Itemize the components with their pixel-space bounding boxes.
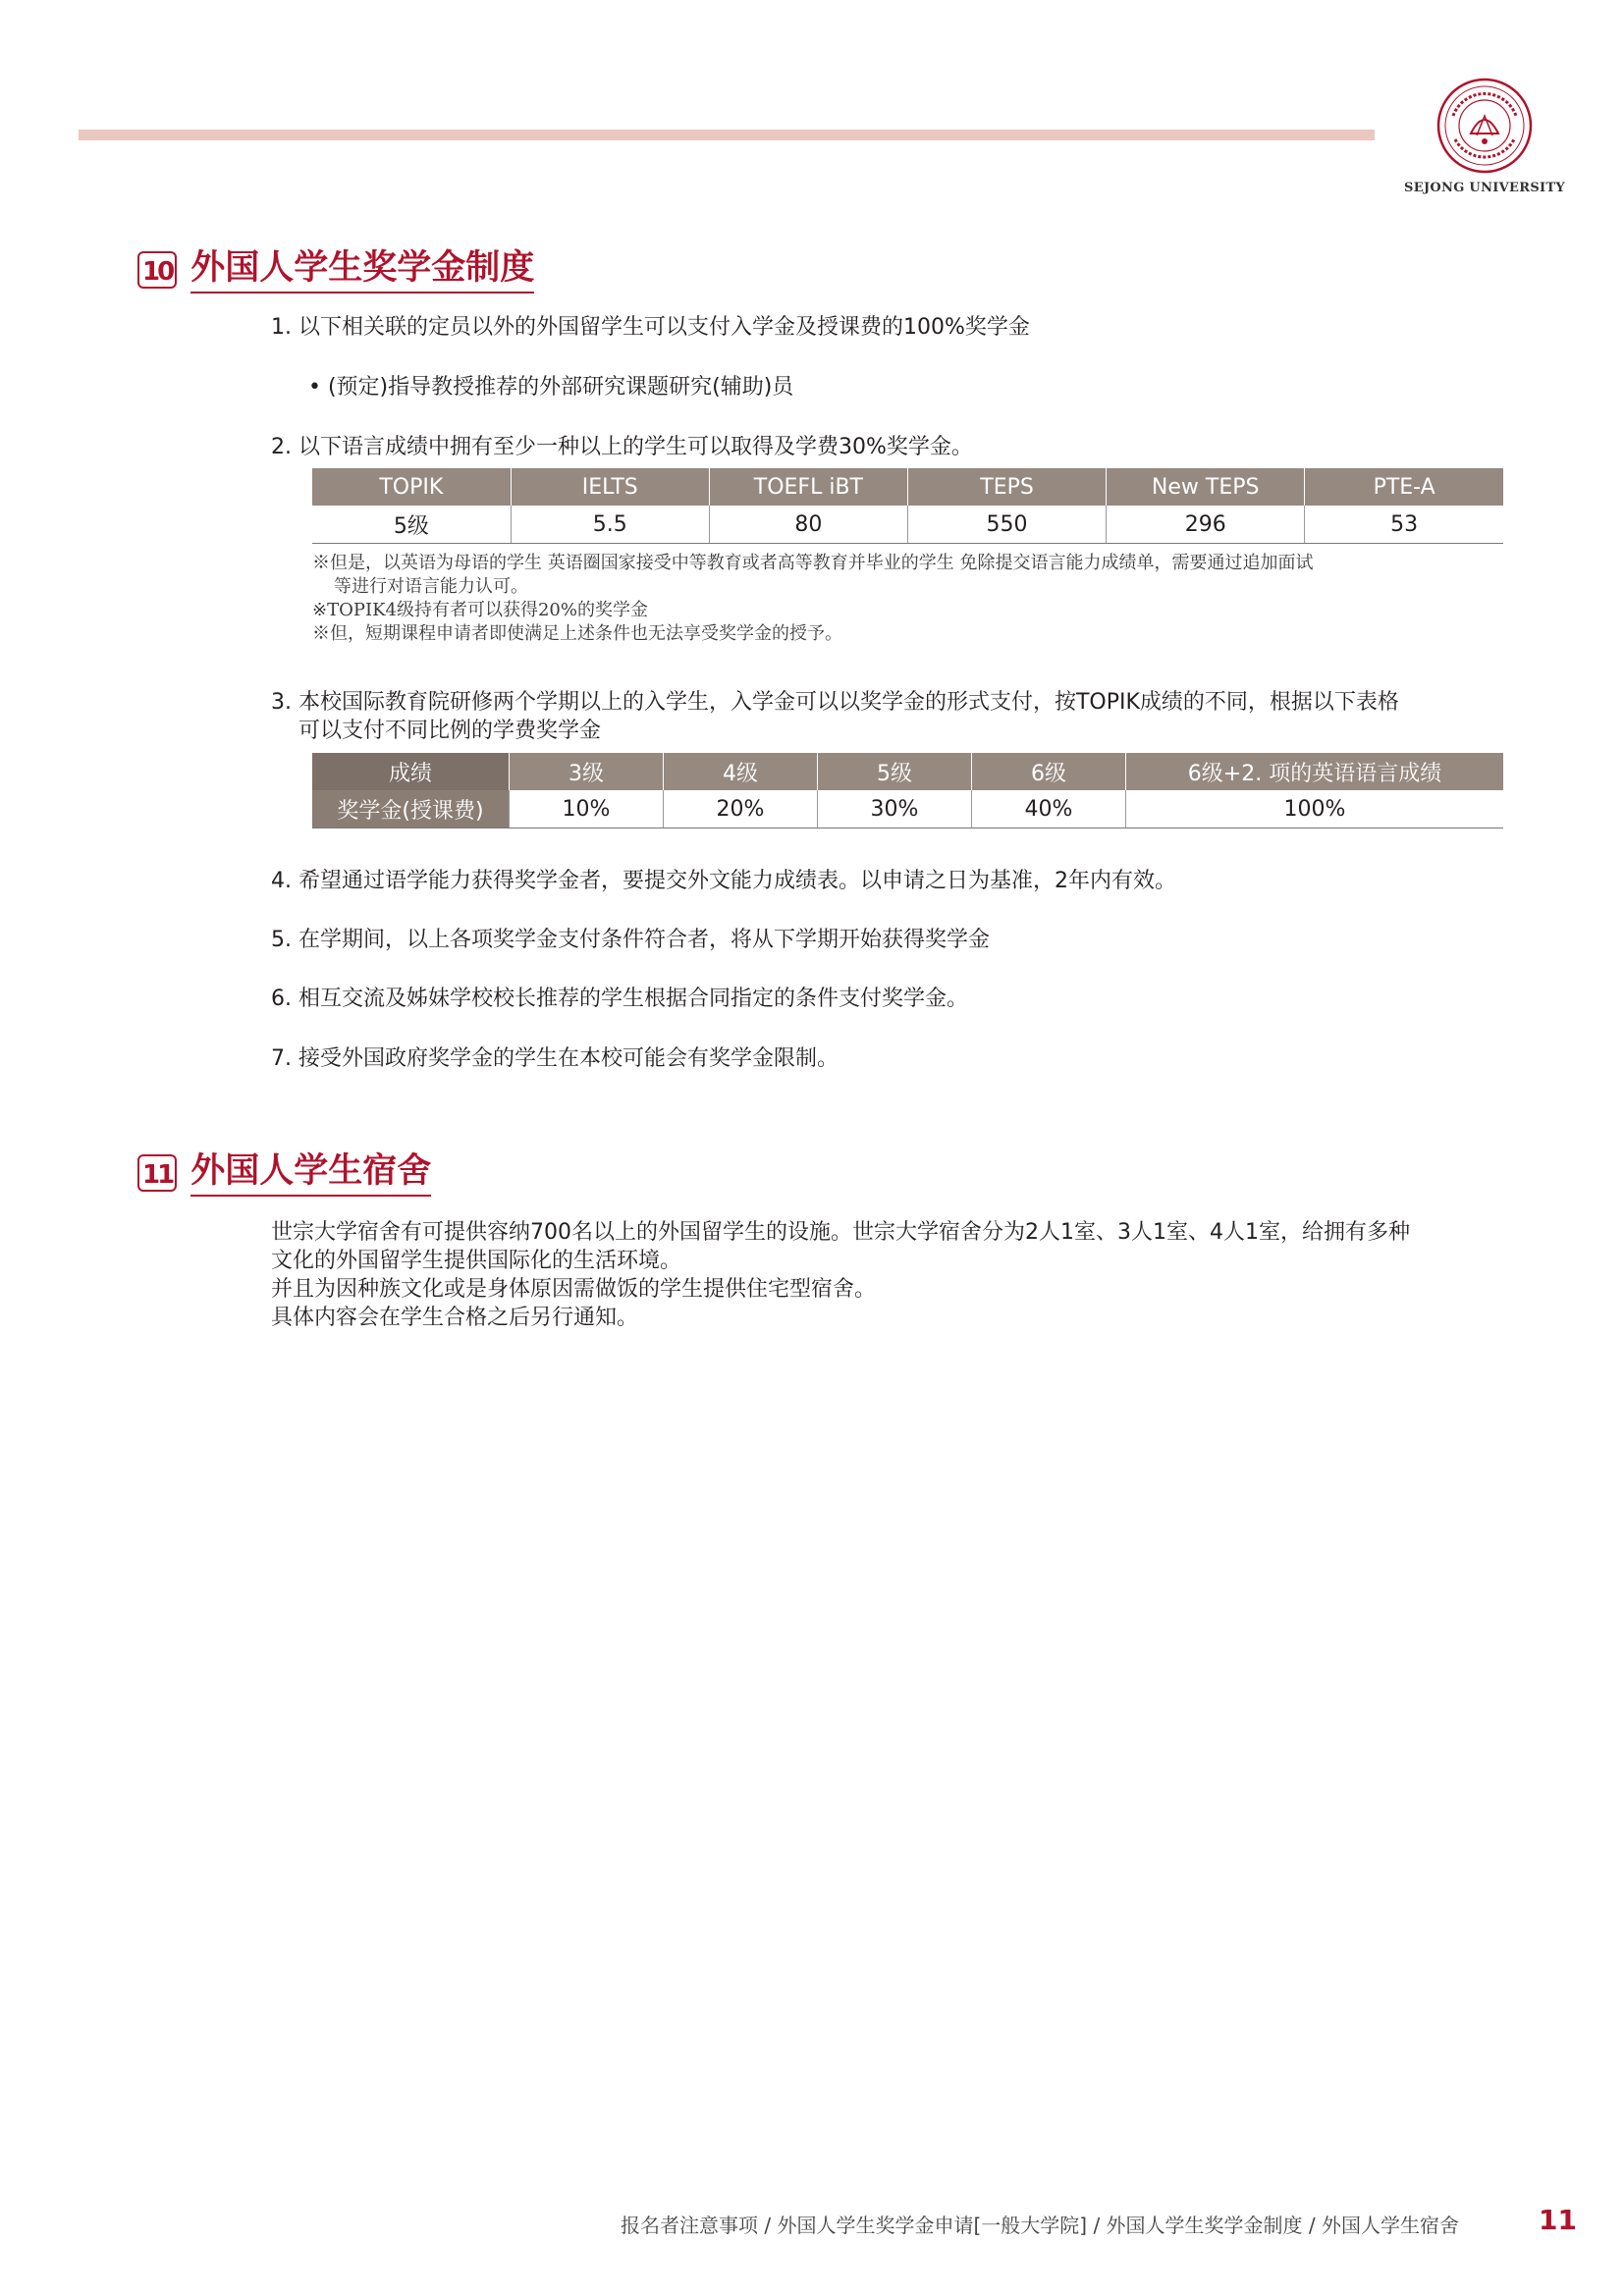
- dorm-line-1: 世宗大学宿舍有可提供容纳700名以上的外国留学生的设施。世宗大学宿舍分为2人1室、3人1室、4人1室，给拥有多种: [271, 1220, 1410, 1245]
- section-title: 外国人学生宿舍: [190, 1148, 431, 1197]
- table-header-cell: 5级: [818, 753, 972, 790]
- footer-breadcrumb: 报名者注意事项 / 外国人学生奖学金申请[一般大学院] / 外国人学生奖学金制度 / 外国人学生宿舍: [621, 2214, 1459, 2237]
- section-number: 11: [137, 1154, 177, 1192]
- table-cell: 40%: [972, 790, 1126, 828]
- table-header-cell: 6级: [972, 753, 1126, 790]
- item-4: 4. 希望通过语学能力获得奖学金者，要提交外文能力成绩表。以申请之日为基准，2年内有效。: [271, 869, 1176, 893]
- dorm-line-3: 并且为因种族文化或是身体原因需做饭的学生提供住宅型宿舍。: [271, 1277, 877, 1302]
- table-header-cell: TOEFL iBT: [709, 468, 907, 506]
- table-row-label: 成绩: [312, 753, 510, 790]
- table-cell: 5.5: [511, 506, 709, 544]
- table-cell: 80: [709, 506, 907, 544]
- table-cell: 100%: [1126, 790, 1504, 828]
- section-11-heading: [137, 1148, 431, 1197]
- item-3: 3. 本校国际教育院研修两个学期以上的入学生，入学金可以以奖学金的形式支付，按TOPIK成绩的不同，根据以下表格: [271, 690, 1399, 715]
- university-name: SEJONG UNIVERSITY: [1404, 181, 1565, 195]
- table-row-label: 奖学金(授课费): [312, 790, 510, 828]
- item-2: 2. 以下语言成绩中拥有至少一种以上的学生可以取得及学费30%奖学金。: [271, 435, 973, 459]
- table-cell: 296: [1107, 506, 1305, 544]
- table-header-cell: 4级: [664, 753, 818, 790]
- topik-scholarship-table: [312, 753, 1503, 828]
- table-header-cell: TEPS: [907, 468, 1106, 506]
- table-header-row: [312, 753, 1503, 790]
- university-seal-icon: [1435, 77, 1534, 175]
- table-header-row: [312, 468, 1503, 506]
- table-header-cell: PTE-A: [1305, 468, 1503, 506]
- table-header-cell: New TEPS: [1107, 468, 1305, 506]
- section-10-heading: [137, 245, 534, 294]
- section-title: 外国人学生奖学金制度: [190, 245, 534, 294]
- page-number: 11: [1539, 2204, 1577, 2236]
- table-cell: 53: [1305, 506, 1503, 544]
- table-header-cell: 3级: [510, 753, 664, 790]
- table-header-cell: 6级+2. 项的英语语言成绩: [1126, 753, 1504, 790]
- table-row: [312, 790, 1503, 828]
- table-header-cell: TOPIK: [312, 468, 511, 506]
- table-cell: 30%: [818, 790, 972, 828]
- header-accent-bar: [79, 130, 1375, 140]
- language-score-table: [312, 468, 1503, 544]
- table-cell: 550: [907, 506, 1106, 544]
- item-5: 5. 在学期间，以上各项奖学金支付条件符合者，将从下学期开始获得奖学金: [271, 928, 990, 952]
- note-2: ※TOPIK4级持有者可以获得20%的奖学金: [312, 600, 648, 620]
- table-cell: 10%: [510, 790, 664, 828]
- table-row: [312, 506, 1503, 544]
- dorm-line-2: 文化的外国留学生提供国际化的生活环境。: [271, 1249, 682, 1273]
- note-1-cont: 等进行对语言能力认可。: [334, 576, 528, 597]
- item-6: 6. 相互交流及姊妹学校校长推荐的学生根据合同指定的条件支付奖学金。: [271, 987, 968, 1011]
- item-7: 7. 接受外国政府奖学金的学生在本校可能会有奖学金限制。: [271, 1046, 839, 1071]
- item-1-bullet: • (预定)指导教授推荐的外部研究课题研究(辅助)员: [308, 375, 794, 400]
- note-1: ※但是，以英语为母语的学生 英语圈国家接受中等教育或者高等教育并毕业的学生 免除提交语言能力成绩单，需要通过追加面试: [312, 553, 1314, 573]
- table-header-cell: IELTS: [511, 468, 709, 506]
- table-cell: 20%: [664, 790, 818, 828]
- table-cell: 5级: [312, 506, 511, 544]
- dorm-line-4: 具体内容会在学生合格之后另行通知。: [271, 1306, 639, 1330]
- note-3: ※但，短期课程申请者即使满足上述条件也无法享受奖学金的授予。: [312, 623, 842, 644]
- item-3-cont: 可以支付不同比例的学费奖学金: [298, 719, 602, 743]
- section-number: 10: [137, 251, 177, 289]
- item-1: 1. 以下相关联的定员以外的外国留学生可以支付入学金及授课费的100%奖学金: [271, 315, 1030, 340]
